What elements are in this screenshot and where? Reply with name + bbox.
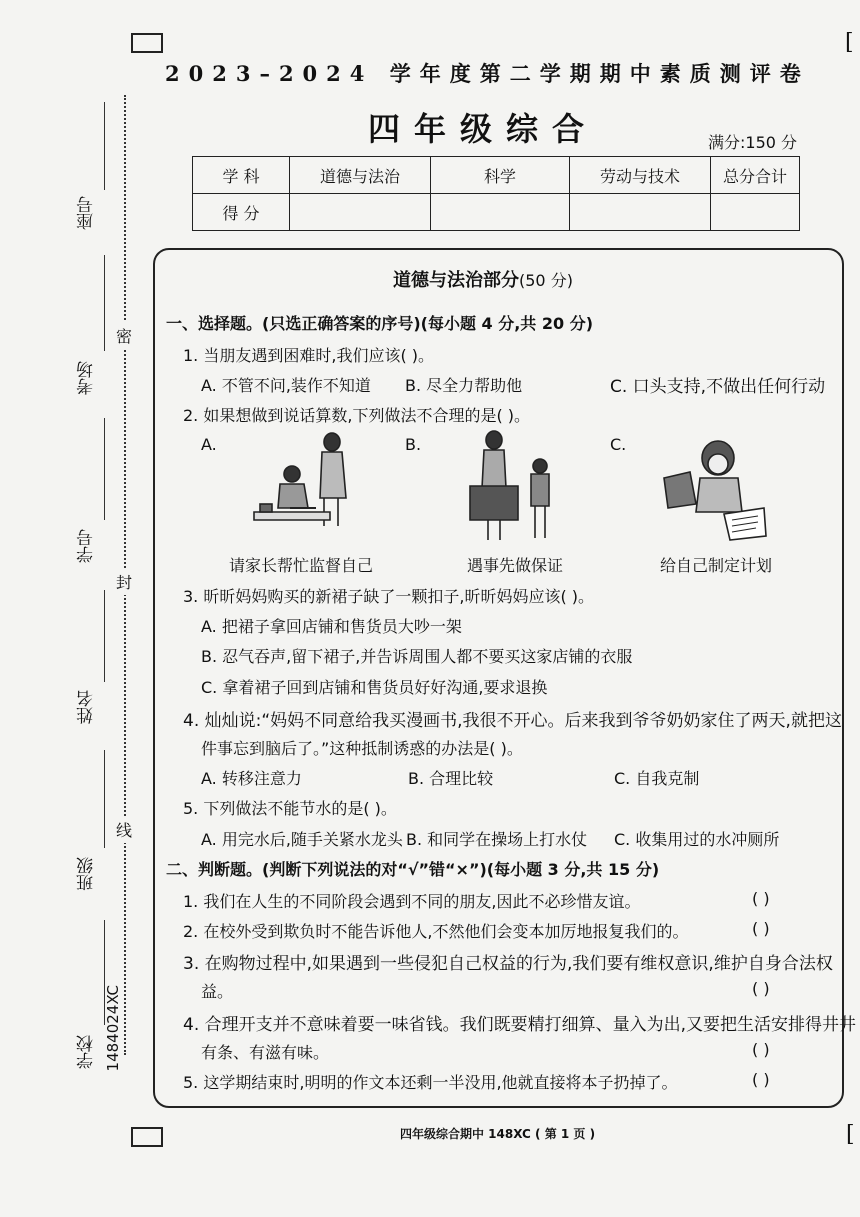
score-cell[interactable] (290, 194, 431, 231)
q4-option-c: C. 自我克制 (614, 769, 700, 788)
answer-blank[interactable]: ( ) (752, 1070, 770, 1089)
score-cell[interactable] (711, 194, 800, 231)
exam-subtitle: 四年级综合 (368, 110, 599, 148)
full-marks: 满分:150 分 (708, 133, 798, 152)
registration-mark: [ (845, 30, 854, 55)
q5-option-a: A. 用完水后,随手关紧水龙头 (201, 830, 403, 849)
seal-word: 封 (116, 568, 132, 595)
judge-item-4-cont: 有条、有滋有味。 (201, 1043, 330, 1062)
q5-option-c: C. 收集用过的水冲厕所 (614, 830, 780, 849)
q1-option-a: A. 不管不问,装作不知道 (201, 376, 371, 395)
illustration-child-with-parent (250, 428, 360, 546)
answer-blank[interactable]: ( ) (752, 1040, 770, 1059)
q2-caption-b: 遇事先做保证 (467, 556, 564, 575)
table-header-cell: 科学 (431, 157, 570, 194)
paper-code: 1484024XC (104, 985, 122, 1072)
seal-word: 线 (116, 816, 132, 843)
field-line (104, 102, 105, 190)
q4-option-a: A. 转移注意力 (201, 769, 302, 788)
question-1-stem: 1. 当朋友遇到困难时,我们应该( )。 (183, 346, 435, 365)
q1-option-c: C. 口头支持,不做出任何行动 (610, 377, 826, 397)
q2-caption-c: 给自己制定计划 (660, 556, 773, 575)
judge-item-3-cont: 益。 (201, 982, 234, 1001)
score-table (192, 156, 800, 231)
table-row (193, 157, 800, 194)
q3-option-a: A. 把裙子拿回店铺和售货员大吵一架 (201, 617, 462, 636)
q4-option-b: B. 合理比较 (408, 769, 494, 788)
row-label: 得 分 (193, 194, 290, 231)
table-header-cell: 道德与法治 (290, 157, 431, 194)
judge-item-4: 4. 合理开支并不意味着要一味省钱。我们既要精打细算、量入为出,又要把生活安排得井井 (183, 1015, 857, 1035)
question-5-stem: 5. 下列做法不能节水的是( )。 (183, 799, 397, 818)
field-line (104, 418, 105, 520)
field-label-seat: 座号 (77, 196, 97, 230)
field-label-class: 班级 (77, 857, 97, 891)
exam-title: 2023–2024 学年度第二学期期中素质测评卷 (165, 61, 810, 86)
section-title (393, 266, 573, 292)
table-header-cell: 总分合计 (711, 157, 800, 194)
section-points: (50 分) (519, 271, 573, 290)
answer-blank[interactable]: ( ) (752, 919, 770, 938)
question-2-stem: 2. 如果想做到说话算数,下列做法不合理的是( )。 (183, 406, 531, 425)
question-3-stem: 3. 昕昕妈妈购买的新裙子缺了一颗扣子,昕昕妈妈应该( )。 (183, 587, 595, 606)
registration-mark: [ (846, 1122, 855, 1147)
page-footer: 四年级综合期中 148XC ( 第 1 页 ) (400, 1127, 596, 1141)
score-cell[interactable] (570, 194, 711, 231)
question-4-stem-line1: 4. 灿灿说:“妈妈不同意给我买漫画书,我很不开心。后来我到爷爷奶奶家住了两天,就把这 (183, 711, 842, 731)
registration-mark (131, 33, 163, 53)
q3-option-c: C. 拿着裙子回到店铺和售货员好好沟通,要求退换 (201, 678, 548, 697)
field-line (104, 750, 105, 848)
registration-mark (131, 1127, 163, 1147)
judge-item-1: 1. 我们在人生的不同阶段会遇到不同的朋友,因此不必珍惜友谊。 (183, 892, 641, 911)
table-header-cell: 学 科 (193, 157, 290, 194)
judge-item-3: 3. 在购物过程中,如果遇到一些侵犯自己权益的行为,我们要有维权意识,维护自身合法权 (183, 954, 833, 974)
field-line (104, 590, 105, 682)
field-label-name: 姓名 (77, 690, 97, 724)
field-label-student-id: 学号 (77, 529, 97, 563)
answer-blank[interactable]: ( ) (752, 979, 770, 998)
q1-option-b: B. 尽全力帮助他 (405, 376, 523, 395)
q2-caption-a: 请家长帮忙监督自己 (229, 556, 374, 575)
q2-option-a-letter: A. (201, 435, 217, 454)
score-cell[interactable] (431, 194, 570, 231)
answer-blank[interactable]: ( ) (752, 889, 770, 908)
q3-option-b: B. 忍气吞声,留下裙子,并告诉周围人都不要买这家店铺的衣服 (201, 647, 633, 666)
judge-item-5: 5. 这学期结束时,明明的作文本还剩一半没用,他就直接将本子扔掉了。 (183, 1073, 678, 1092)
judge-item-2: 2. 在校外受到欺负时不能告诉他人,不然他们会变本加厉地报复我们的。 (183, 922, 689, 941)
part2-heading: 二、判断题。(判断下列说法的对“√”错“×”)(每小题 3 分,共 15 分) (166, 860, 660, 879)
field-line (104, 255, 105, 351)
question-4-stem-line2: 件事忘到脑后了。”这种抵制诱惑的办法是( )。 (201, 739, 523, 758)
table-header-cell: 劳动与技术 (570, 157, 711, 194)
q5-option-b: B. 和同学在操场上打水仗 (406, 830, 588, 849)
illustration-child-making-plan (660, 428, 770, 546)
part1-heading: 一、选择题。(只选正确答案的序号)(每小题 4 分,共 20 分) (166, 314, 594, 333)
seal-word: 密 (116, 322, 132, 349)
field-label-school: 学校 (77, 1035, 97, 1069)
field-label-room: 考场 (77, 361, 97, 395)
q2-option-b-letter: B. (405, 435, 422, 454)
q2-option-c-letter: C. (610, 435, 627, 454)
illustration-adult-and-child (460, 428, 560, 546)
section-title-text: 道德与法治部分 (393, 270, 519, 291)
table-row (193, 194, 800, 231)
